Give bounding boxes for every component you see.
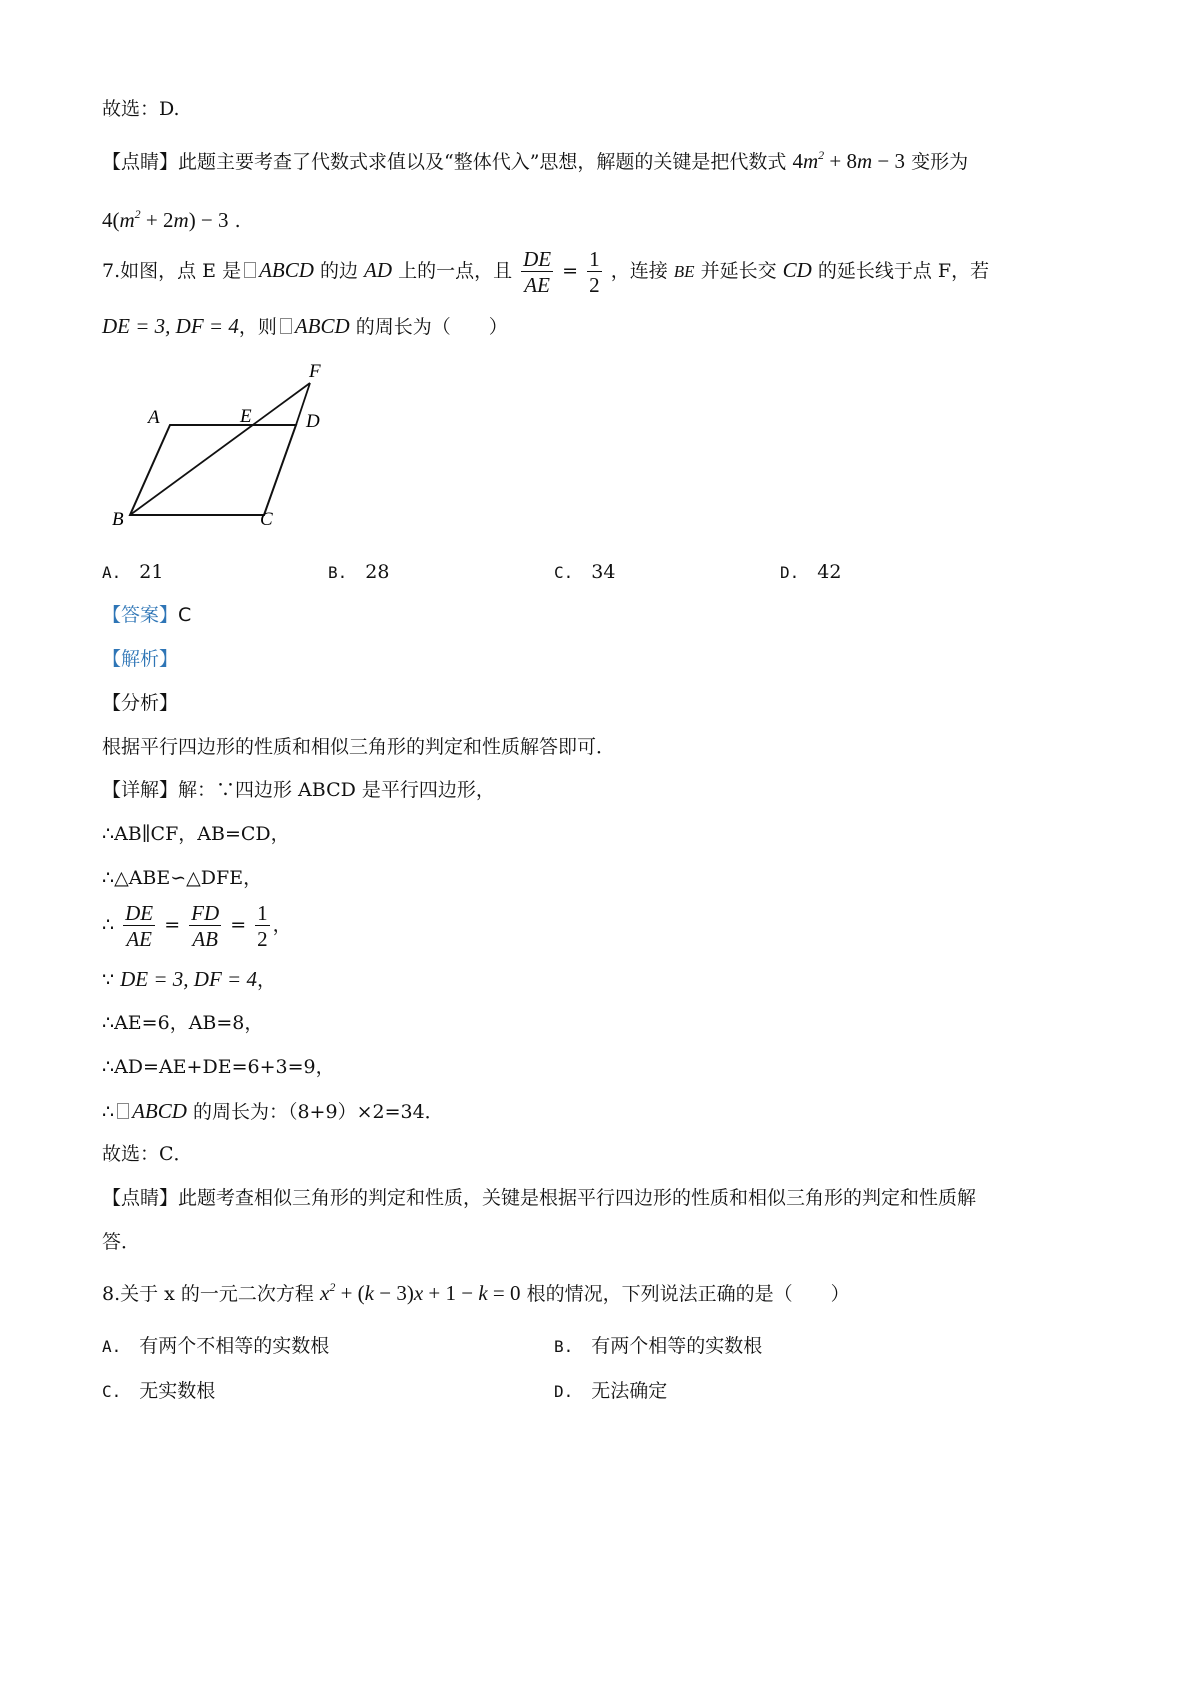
transformed-expression: $4(m^2 + 2m) - 3$ . <box>102 207 241 232</box>
label-a: A <box>148 407 160 428</box>
expression: $4m^2 + 8m - 3$ <box>792 148 906 173</box>
detail-line-10: 【点睛】此题考查相似三角形的判定和性质，关键是根据平行四边形的性质和相似三角形的判定和性质解 <box>102 1187 977 1209</box>
parallelogram-figure <box>100 355 360 535</box>
option-c[interactable]: C. 34 <box>554 561 616 583</box>
comment-line: 【点睛】此题主要考查了代数式求值以及“整体代入”思想，解题的关键是把代数式 $4m^2 + 8m - 3$ 变形为 <box>102 148 969 173</box>
label-e: E <box>240 406 252 427</box>
question-7-stem: 7.如图，点 E 是 ABCD 的边 AD 上的一点，且 $\frac{DE}{AE}$ = $\frac{1}{2}$ ，连接 BE 并延长交 CD 的延长线于点 F，若 <box>102 247 990 298</box>
detail-line-5: ∵ DE = 3, DF = 4， <box>102 967 276 991</box>
answer-line: 【答案】C <box>102 604 192 626</box>
detail-line-4: ∴ $\frac{DE}{AE}$ = $\frac{FD}{AB}$ = $\frac{1}{2}$ ， <box>102 901 292 952</box>
detail-line-6: ∴AE=6，AB=8， <box>102 1012 264 1034</box>
q8-option-c[interactable]: C. 无实数根 <box>102 1380 216 1402</box>
option-a[interactable]: A. 21 <box>102 561 164 583</box>
option-d[interactable]: D. 42 <box>780 561 842 583</box>
question-8-stem: 8.关于 x 的一元二次方程 $x^2 + (k - 3)x + 1 - k = 0$ 根的情况，下列说法正确的是（ ） <box>102 1280 850 1305</box>
fraction-one-half: $\frac{1}{2}$ <box>589 247 600 298</box>
detail-line-1: 【详解】解：∵四边形 ABCD 是平行四边形， <box>102 779 495 801</box>
parallelogram-abcd <box>130 425 296 515</box>
question-7-condition: DE = 3, DF = 4，则 ABCD 的周长为（ ） <box>102 314 508 338</box>
parallelogram-symbol-icon <box>244 262 256 278</box>
fenxi-text: 根据平行四边形的性质和相似三角形的判定和性质解答即可． <box>102 736 616 758</box>
detail-line-11: 答． <box>102 1231 141 1253</box>
label-f: F <box>309 361 321 382</box>
q8-option-d[interactable]: D. 无法确定 <box>554 1380 668 1402</box>
detail-line-2: ∴AB∥CF，AB=CD， <box>102 823 290 845</box>
conclusion-line: 故选：D. <box>102 98 180 120</box>
label-b: B <box>112 509 124 530</box>
detail-line-7: ∴AD=AE+DE=6+3=9， <box>102 1056 335 1078</box>
fraction-de-ae: $\frac{DE}{AE}$ <box>523 247 552 298</box>
segment-bf <box>130 383 310 515</box>
label-d: D <box>306 411 320 432</box>
detail-line-9: 故选：C． <box>102 1143 193 1165</box>
parallelogram-symbol-icon <box>280 318 292 334</box>
q8-option-b[interactable]: B. 有两个相等的实数根 <box>554 1335 763 1357</box>
option-b[interactable]: B. 28 <box>328 561 390 583</box>
label-c: C <box>260 509 273 530</box>
quadratic-equation: $x^2 + (k - 3)x + 1 - k = 0$ <box>319 1280 521 1305</box>
detail-line-8: ∴ ABCD 的周长为：（8+9）×2=34． <box>102 1099 444 1123</box>
fenxi-tag: 【分析】 <box>102 692 179 714</box>
q8-option-a[interactable]: A. 有两个不相等的实数根 <box>102 1335 330 1357</box>
parallelogram-symbol-icon <box>117 1103 129 1119</box>
analysis-tag: 【解析】 <box>102 648 179 670</box>
detail-line-3: ∴△ABE∽△DFE， <box>102 867 263 889</box>
